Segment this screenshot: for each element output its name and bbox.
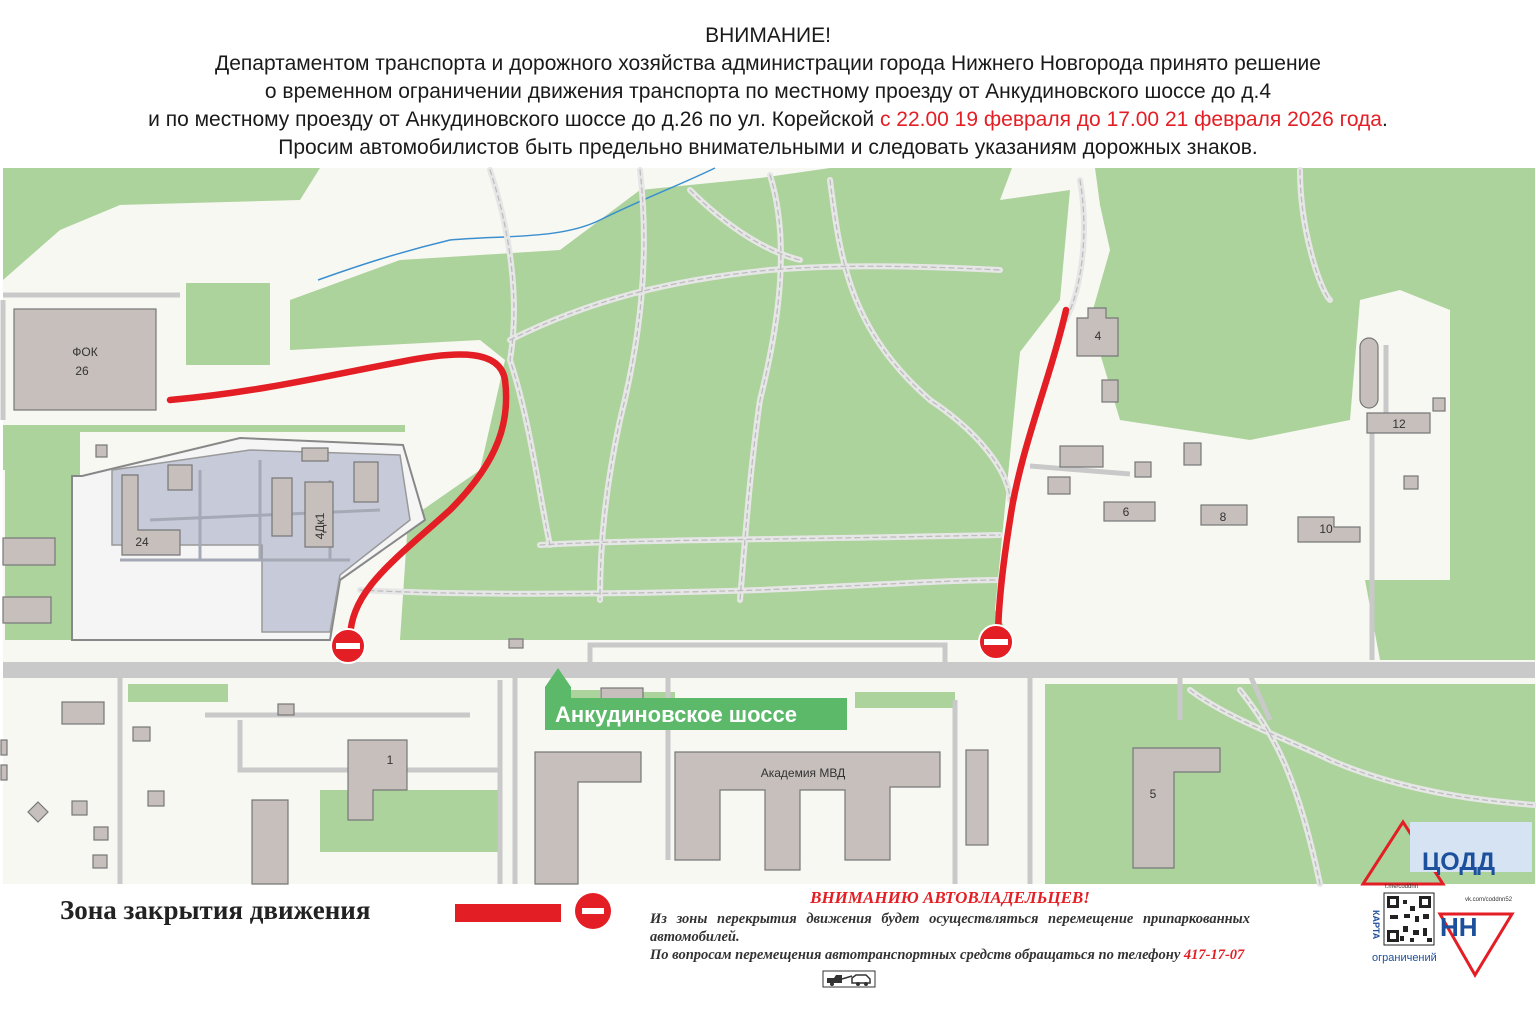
label-academy: Академия МВД [760,766,846,780]
announcement-line-3-text: и по местному проезду от Анкудиновского шоссе до д.26 по ул. Корейской [148,108,880,131]
closure-dates: с 22.00 19 февраля до 17.00 21 февраля 2026 года [879,108,1382,131]
label-fok-num: 26 [75,364,89,378]
label-b10: 10 [1319,522,1333,536]
label-b4: 4 [1094,329,1102,343]
logo-restrictions: ограничений [1372,952,1437,964]
label-b12: 12 [1392,417,1406,431]
owner-notice [650,889,1250,964]
announcement-line-1: Департаментом транспорта и дорожного хозяйства администрации города Нижнего Новгорода принято решение [215,52,1321,75]
main-road [3,662,1535,678]
label-b24: 24 [135,535,149,549]
legend-zone-label: Зона закрытия движения [60,895,371,925]
notice-contact-text: По вопросам перемещения автотранспортных средств обращаться по телефону [650,947,1184,963]
codd-logo [1363,822,1532,975]
legend-no-entry-sign [575,893,611,929]
logo-karta: КАРТА [1371,910,1381,940]
announcement-line-4: Просим автомобилистов быть предельно внимательными и следовать указаниям дорожных знаков. [278,136,1258,159]
street-name: Анкудиновское шоссе [555,702,797,727]
label-b5: 5 [1149,787,1157,801]
tow-truck-icon [822,970,876,988]
legend-closure-line [455,904,561,922]
logo-tg: t.me/coddnn [1385,884,1419,890]
label-b4dk1: 4Дк1 [313,512,327,540]
notice-phone: 417-17-07 [1183,947,1245,963]
announcement-line-2: о временном ограничении движения транспорта по местному проезду от Анкудиновского шоссе до д.4 [264,80,1272,103]
label-fok: ФОК [72,345,98,359]
logo-codd: ЦОДД [1422,848,1495,876]
notice-heading: ВНИМАНИЮ АВТОВЛАДЕЛЬЦЕВ! [810,888,1090,907]
announcement-line-3-end: . [1381,108,1388,131]
notice-paragraph-1: Из зоны перекрытия движения будет осуществляться перемещение припаркованных автомобилей. [650,911,1250,945]
label-b8: 8 [1219,510,1227,524]
notice-paragraph-2 [650,946,1250,964]
label-b6: 6 [1122,505,1130,519]
logo-vk: vk.com/coddnn52 [1465,897,1513,903]
no-entry-sign-left [331,629,365,663]
label-b1: 1 [386,753,394,767]
logo-nn: НН [1440,912,1478,942]
attention-title: ВНИМАНИЕ! [705,24,831,47]
no-entry-sign-right [979,625,1013,659]
